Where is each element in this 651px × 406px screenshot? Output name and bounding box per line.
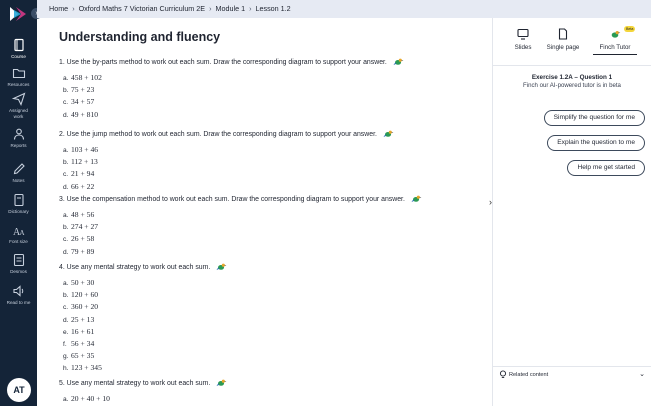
question-part	[63, 233, 489, 245]
beta-badge: Beta	[626, 27, 634, 31]
dictionary-icon	[12, 193, 26, 207]
avatar[interactable]: AT	[7, 378, 31, 402]
people-icon	[12, 127, 26, 141]
part-expression: 103 + 46	[71, 145, 99, 154]
question-3	[59, 193, 489, 258]
related-content-toggle[interactable]	[493, 366, 651, 382]
exercise-title: Exercise 1.2A – Question 1	[531, 74, 613, 81]
chevron-down-icon: ⌄	[639, 371, 645, 378]
question-part	[63, 96, 489, 108]
pencil-icon	[12, 162, 26, 176]
paper-plane-icon	[12, 92, 26, 106]
part-label: d.	[63, 111, 69, 119]
question-part	[63, 221, 489, 233]
part-expression: 79 + 89	[71, 246, 95, 256]
part-expression: 360 + 20	[71, 302, 99, 312]
app-logo-icon[interactable]	[10, 7, 26, 21]
question-text-label: 5. Use any mental strategy to work out each sum.	[59, 380, 211, 387]
finch-tutor-panel	[493, 18, 651, 406]
rail-item-font-size[interactable]	[0, 223, 37, 245]
rail-label: Resources	[7, 82, 30, 87]
part-label: g.	[63, 353, 69, 361]
question-1	[59, 56, 489, 121]
question-part	[63, 168, 489, 180]
part-label: b.	[63, 159, 69, 167]
question-part	[63, 156, 489, 168]
rail-label: Assigned work	[9, 108, 28, 119]
part-expression: 49 + 810	[71, 109, 99, 119]
part-label: c.	[63, 236, 69, 244]
part-label: d.	[63, 316, 69, 324]
question-text-label: 4. Use any mental strategy to work out each sum.	[59, 264, 211, 271]
question-part	[63, 338, 489, 350]
part-label: e.	[63, 328, 69, 336]
folder-icon	[12, 66, 26, 80]
help-get-started-button[interactable]: Help me get started	[567, 160, 645, 176]
explain-question-button[interactable]: Explain the question to me	[547, 135, 645, 151]
part-label: a.	[63, 280, 69, 287]
page-icon	[557, 28, 569, 40]
question-text	[59, 128, 489, 141]
tab-single-page[interactable]	[543, 26, 583, 51]
rail-label: Dictionary	[8, 209, 29, 214]
question-text	[59, 56, 489, 69]
tab-label: Finch Tutor	[599, 44, 631, 51]
part-expression: 66 + 22	[71, 181, 95, 191]
rail-item-desmos[interactable]	[0, 253, 37, 275]
speaker-icon	[12, 284, 26, 298]
lightbulb-icon	[499, 370, 507, 379]
part-label: a.	[63, 396, 69, 403]
question-part	[63, 277, 489, 289]
finch-tutor-icon[interactable]	[216, 261, 227, 274]
question-part	[63, 181, 489, 193]
question-text-label: 2. Use the jump method to work out each sum. Draw the corresponding diagram to support your answer.	[59, 131, 377, 138]
question-text-label: 3. Use the compensation method to work out each sum. Draw the corresponding diagram to support your answer.	[59, 196, 405, 203]
rail-label: Desmos	[10, 269, 27, 274]
question-2	[59, 128, 489, 193]
part-label: b.	[63, 292, 69, 300]
question-part	[63, 289, 489, 301]
part-label: a.	[63, 212, 69, 219]
part-expression: 274 + 27	[71, 222, 99, 232]
question-part	[63, 109, 489, 121]
chevron-right-icon: ›	[72, 4, 75, 13]
panel-tabs	[493, 26, 651, 60]
part-label: d.	[63, 248, 69, 256]
page-title: Understanding and fluency	[59, 30, 221, 44]
chevron-right-icon: ›	[209, 4, 212, 13]
question-text-label: 1. Use the by-parts method to work out each sum. Draw the corresponding diagram to support your answer.	[59, 59, 387, 66]
part-expression: 123 + 345	[71, 363, 102, 373]
simplify-question-button[interactable]: Simplify the question for me	[544, 110, 645, 126]
finch-tutor-icon[interactable]	[383, 128, 394, 141]
part-expression: 458 + 102	[71, 73, 102, 82]
part-expression: 34 + 57	[71, 97, 95, 107]
exercise-subtitle: Finch our AI-powered tutor is in beta	[523, 82, 621, 89]
collapse-panel-chevron-icon[interactable]: ›	[489, 197, 492, 207]
question-part	[63, 350, 489, 362]
part-label: c.	[63, 99, 69, 107]
breadcrumb-home[interactable]: Home	[49, 4, 69, 13]
part-expression: 25 + 13	[71, 314, 95, 324]
question-parts	[63, 277, 489, 375]
part-label: b.	[63, 87, 69, 95]
font-size-icon	[12, 223, 26, 237]
rail-item-notes[interactable]	[0, 162, 37, 184]
book-icon	[12, 38, 26, 52]
related-content-label: Related content	[509, 372, 549, 378]
part-expression: 65 + 35	[71, 351, 95, 361]
part-expression: 112 + 13	[71, 157, 98, 167]
question-part	[63, 144, 489, 156]
part-expression: 48 + 56	[71, 210, 95, 219]
part-expression: 21 + 94	[71, 169, 95, 179]
breadcrumb-course[interactable]: Oxford Maths 7 Victorian Curriculum 2E	[78, 4, 206, 13]
question-part	[63, 326, 489, 338]
rail-label: Read to me	[6, 300, 31, 305]
svg-text:A: A	[19, 229, 25, 237]
question-part	[63, 209, 489, 221]
finch-tutor-icon[interactable]	[411, 193, 422, 206]
question-parts	[63, 393, 489, 405]
question-part	[63, 72, 489, 84]
part-expression: 16 + 61	[71, 326, 95, 336]
tab-slides[interactable]	[505, 26, 541, 51]
part-label: a.	[63, 147, 69, 154]
rail-item-read-to-me[interactable]	[0, 284, 37, 306]
svg-text:A: A	[12, 227, 20, 237]
part-expression: 50 + 30	[71, 278, 95, 287]
calculator-icon	[12, 253, 26, 267]
main-content	[37, 18, 492, 406]
question-part	[63, 314, 489, 326]
question-5	[59, 377, 489, 405]
breadcrumb-module[interactable]: Module 1	[215, 4, 246, 13]
rail-item-reports[interactable]	[0, 127, 37, 149]
part-expression: 20 + 40 + 10	[71, 394, 110, 403]
rail-label: Font size	[9, 239, 28, 244]
rail-label: Course	[11, 54, 26, 59]
part-label: a.	[63, 75, 69, 82]
part-label: b.	[63, 224, 69, 232]
breadcrumb	[49, 4, 291, 13]
rail-label: Notes	[12, 178, 25, 183]
monitor-icon	[517, 28, 529, 40]
finch-bird-icon	[609, 28, 621, 40]
panel-separator	[493, 65, 651, 66]
left-rail	[0, 0, 37, 406]
question-parts	[63, 144, 489, 193]
part-label: c.	[63, 304, 69, 312]
finch-tutor-icon[interactable]	[216, 377, 227, 390]
part-expression: 120 + 60	[71, 290, 99, 300]
rail-label: Reports	[10, 143, 27, 148]
breadcrumb-bar	[37, 0, 651, 18]
question-4	[59, 261, 489, 375]
breadcrumb-lesson: Lesson 1.2	[255, 4, 291, 13]
question-parts	[63, 72, 489, 121]
question-parts	[63, 209, 489, 258]
part-label: d.	[63, 183, 69, 191]
tab-label: Single page	[546, 44, 580, 51]
finch-tutor-icon[interactable]	[393, 56, 404, 69]
rail-item-dictionary[interactable]	[0, 193, 37, 215]
part-label: c.	[63, 171, 69, 179]
question-part	[63, 246, 489, 258]
question-part	[63, 301, 489, 313]
part-expression: 26 + 58	[71, 234, 95, 244]
tab-label: Slides	[514, 44, 532, 51]
part-expression: 75 + 23	[71, 85, 95, 95]
chevron-right-icon: ›	[249, 4, 252, 13]
rail-item-resources[interactable]	[0, 66, 37, 88]
rail-item-assigned-work[interactable]	[0, 92, 37, 119]
part-expression: 56 + 34	[71, 339, 95, 349]
part-label: f.	[63, 341, 67, 349]
question-text	[59, 193, 489, 206]
question-part	[63, 84, 489, 96]
question-text	[59, 261, 489, 274]
part-label: h.	[63, 365, 69, 373]
rail-item-course[interactable]	[0, 38, 37, 60]
question-part	[63, 362, 489, 374]
question-text	[59, 377, 489, 390]
question-part	[63, 393, 489, 405]
